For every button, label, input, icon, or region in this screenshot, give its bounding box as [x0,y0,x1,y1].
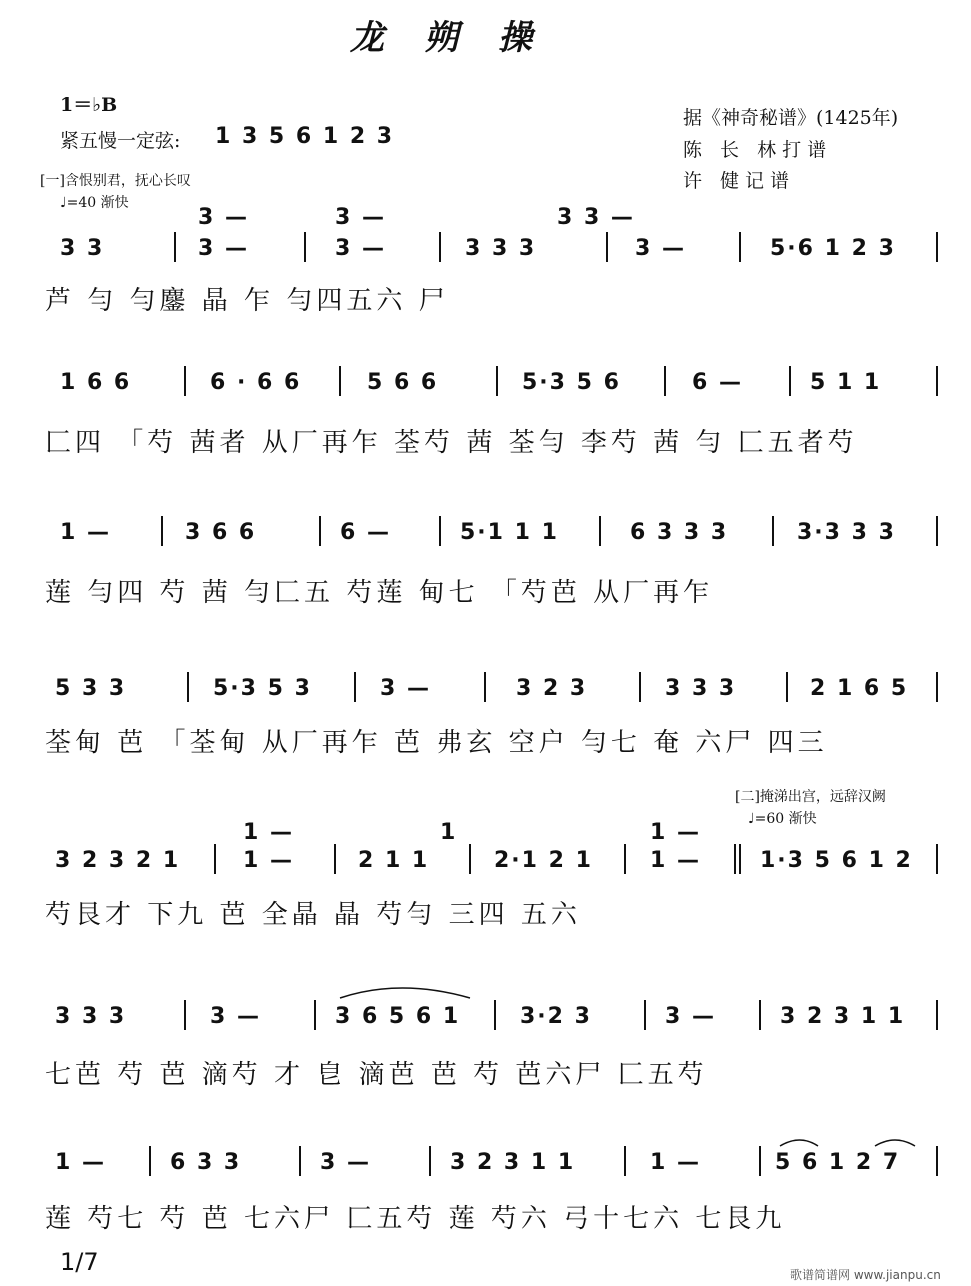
section-2-label: [二]掩涕出宫，远辞汉阙 [735,789,886,805]
row-1-upper-c: 3 3 — [557,205,635,230]
section-1-tempo: ♩=40 渐快 [60,195,129,211]
tie-slur [780,1140,818,1146]
row-2-measure-4: 5·3 5 6 [522,370,621,395]
tuning-label: 紧五慢一定弦: [60,130,181,152]
row-3-measure-2: 3 6 6 [185,520,257,545]
page-number: 1/7 [60,1248,99,1276]
section-2-tempo: ♩=60 渐快 [748,811,817,827]
row-3-tablature: 莲 勻四 芍 茜 勻匚五 芍莲 甸七 「芍芭 从厂再乍 [45,578,714,608]
row-5-measure-4: 2·1 2 1 [494,848,593,873]
row-7-measure-3: 3 — [320,1150,371,1175]
row-5-measure-5: 1 — [650,848,701,873]
row-5-measure-3: 2 1 1 [358,848,430,873]
row-7-measure-1: 1 — [55,1150,106,1175]
tie-slur [340,988,470,998]
row-1-measure-5: 3 — [635,236,686,261]
row-3-measure-6: 3·3 3 3 [797,520,896,545]
row-1-upper-b: 3 — [335,205,386,230]
row-7-tablature: 莲 芍七 芍 芭 七六尸 匚五芍 莲 芍六 弓十七六 七艮九 [45,1204,786,1234]
row-5-upper-a: 1 — [243,820,294,845]
tuning-notes: 1 3 5 6 1 2 3 [215,124,395,149]
notator: 许 健记谱 [683,170,796,192]
row-5-measure-2: 1 — [243,848,294,873]
row-6-measure-4: 3·2 3 [520,1004,592,1029]
row-5-measure-6: 1·3 5 6 1 2 [760,848,913,873]
row-6-tablature: 七芭 芍 芭 滴芍 才 皀 滴芭 芭 芍 芭六尸 匚五芍 [45,1060,708,1090]
row-4-tablature: 荃甸 芭 「荃甸 从厂再乍 芭 弗玄 空户 勻七 奄 六尸 四三 [45,728,828,758]
row-7-measure-4: 3 2 3 1 1 [450,1150,576,1175]
source-book: 据《神奇秘谱》(1425年) [683,107,899,129]
row-3-measure-3: 6 — [340,520,391,545]
row-6-measure-1: 3 3 3 [55,1004,127,1029]
row-5-upper-b: 1 [440,820,458,845]
row-2-tablature: 匚四 「芍 茜者 从厂再乍 荃芍 茜 荃勻 李芍 茜 勻 匚五者芍 [45,428,858,458]
row-5-upper-c: 1 — [650,820,701,845]
row-1-measure-3: 3 — [335,236,386,261]
row-1-measure-2: 3 — [198,236,249,261]
row-1-measure-4: 3 3 3 [465,236,537,261]
row-6-measure-5: 3 — [665,1004,716,1029]
row-4-measure-6: 2 1 6 5 [810,676,909,701]
row-1-tablature: 芦 勻 勻鏖 晶 乍 勻四五六 尸 [45,286,449,316]
watermark: 歌谱简谱网 www.jianpu.cn [790,1268,941,1282]
row-4-measure-4: 3 2 3 [516,676,588,701]
tie-slur [875,1140,915,1146]
row-2-measure-2: 6 · 6 6 [210,370,302,395]
key-signature: 1＝♭B [60,94,118,116]
row-4-measure-5: 3 3 3 [665,676,737,701]
row-3-measure-1: 1 — [60,520,111,545]
row-6-measure-6: 3 2 3 1 1 [780,1004,906,1029]
transcriber: 陈 长 林打谱 [683,139,833,161]
row-3-measure-5: 6 3 3 3 [630,520,729,545]
row-7-measure-6: 5 6 1 2 7 [775,1150,901,1175]
row-2-measure-1: 1 6 6 [60,370,132,395]
row-1-measure-6: 5·6 1 2 3 [770,236,896,261]
row-2-measure-3: 5 6 6 [367,370,439,395]
row-2-measure-6: 5 1 1 [810,370,882,395]
row-1-measure-1: 3 3 [60,236,105,261]
row-7-measure-2: 6 3 3 [170,1150,242,1175]
row-5-measure-1: 3 2 3 2 1 [55,848,181,873]
row-3-measure-4: 5·1 1 1 [460,520,559,545]
row-4-measure-3: 3 — [380,676,431,701]
page-title: 龙朔操 [350,18,572,58]
row-6-measure-3: 3 6 5 6 1 [335,1004,461,1029]
row-4-measure-1: 5 3 3 [55,676,127,701]
row-7-measure-5: 1 — [650,1150,701,1175]
row-4-measure-2: 5·3 5 3 [213,676,312,701]
row-6-measure-2: 3 — [210,1004,261,1029]
section-1-label: [一]含恨别君，抚心长叹 [40,173,191,189]
row-1-upper-a: 3 — [198,205,249,230]
row-2-measure-5: 6 — [692,370,743,395]
row-5-tablature: 芍艮才 下九 芭 全晶 晶 芍勻 三四 五六 [45,900,581,930]
